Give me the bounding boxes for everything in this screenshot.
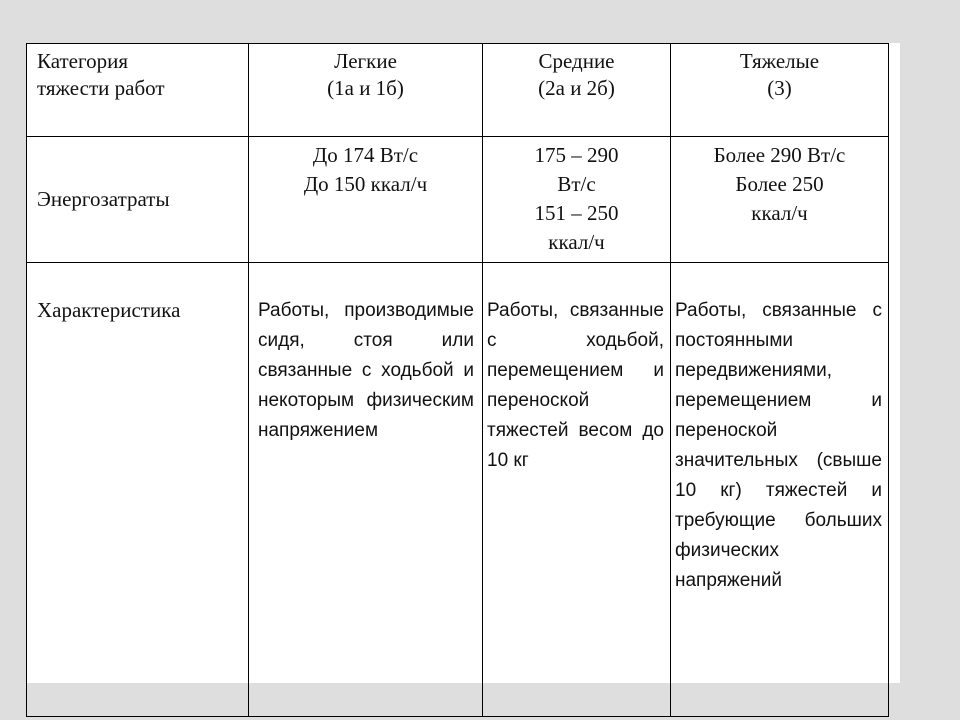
energy-medium-cell (483, 137, 671, 263)
characteristic-medium-cell (483, 263, 671, 717)
energy-medium-line-1: 175 – 290 (534, 143, 619, 167)
energy-label-cell (27, 137, 249, 263)
header-category-line-2: тяжести работ (37, 76, 165, 100)
header-medium-cell (483, 44, 671, 137)
header-light-cell (249, 44, 483, 137)
energy-light-cell (249, 137, 483, 263)
energy-label: Энергозатраты (37, 187, 170, 211)
characteristic-label-cell (27, 263, 249, 717)
energy-light-line-2: До 150 ккал/ч (303, 172, 428, 196)
header-light-title: Легкие (334, 49, 397, 73)
characteristic-heavy-text: Работы, связанные с постоянными передвижениями, перемещением и переноской значительных (свыше 10 кг) тяжестей и требующие больших физических напряжений (675, 300, 882, 591)
header-category-line-1: Категория (37, 49, 128, 73)
header-heavy-title: Тяжелые (739, 49, 820, 73)
characteristic-heavy-cell (671, 263, 889, 717)
header-heavy-cell (671, 44, 889, 137)
header-category-cell (27, 44, 249, 137)
energy-heavy-line-2: Более 250 (735, 172, 824, 196)
characteristic-light-text: Работы, производимые сидя, стоя или связанные с ходьбой и некоторым физическим напряжением (258, 300, 474, 441)
header-medium-title: Средние (538, 49, 615, 73)
energy-heavy-line-3: ккал/ч (751, 201, 808, 225)
energy-light-line-1: До 174 Вт/с (312, 143, 419, 167)
characteristic-light-cell (249, 263, 483, 717)
energy-medium-line-4: ккал/ч (548, 230, 605, 254)
table-header-row (27, 44, 889, 137)
table-row-energy (27, 137, 889, 263)
table-row-characteristic (27, 263, 889, 717)
characteristic-medium-text: Работы, связанные с ходьбой, перемещением и переноской тяжестей весом до 10 кг (487, 300, 664, 471)
document-sheet (26, 43, 900, 683)
characteristic-label: Характеристика (37, 298, 181, 322)
header-heavy-subtitle: (3) (767, 76, 792, 100)
energy-medium-line-3: 151 – 250 (534, 201, 619, 225)
energy-heavy-line-1: Более 290 Вт/с (713, 143, 846, 167)
header-medium-subtitle: (2а и 2б) (538, 76, 615, 100)
header-light-subtitle: (1а и 1б) (327, 76, 404, 100)
energy-medium-line-2: Вт/с (557, 172, 596, 196)
energy-heavy-cell (671, 137, 889, 263)
work-category-table (26, 43, 889, 717)
